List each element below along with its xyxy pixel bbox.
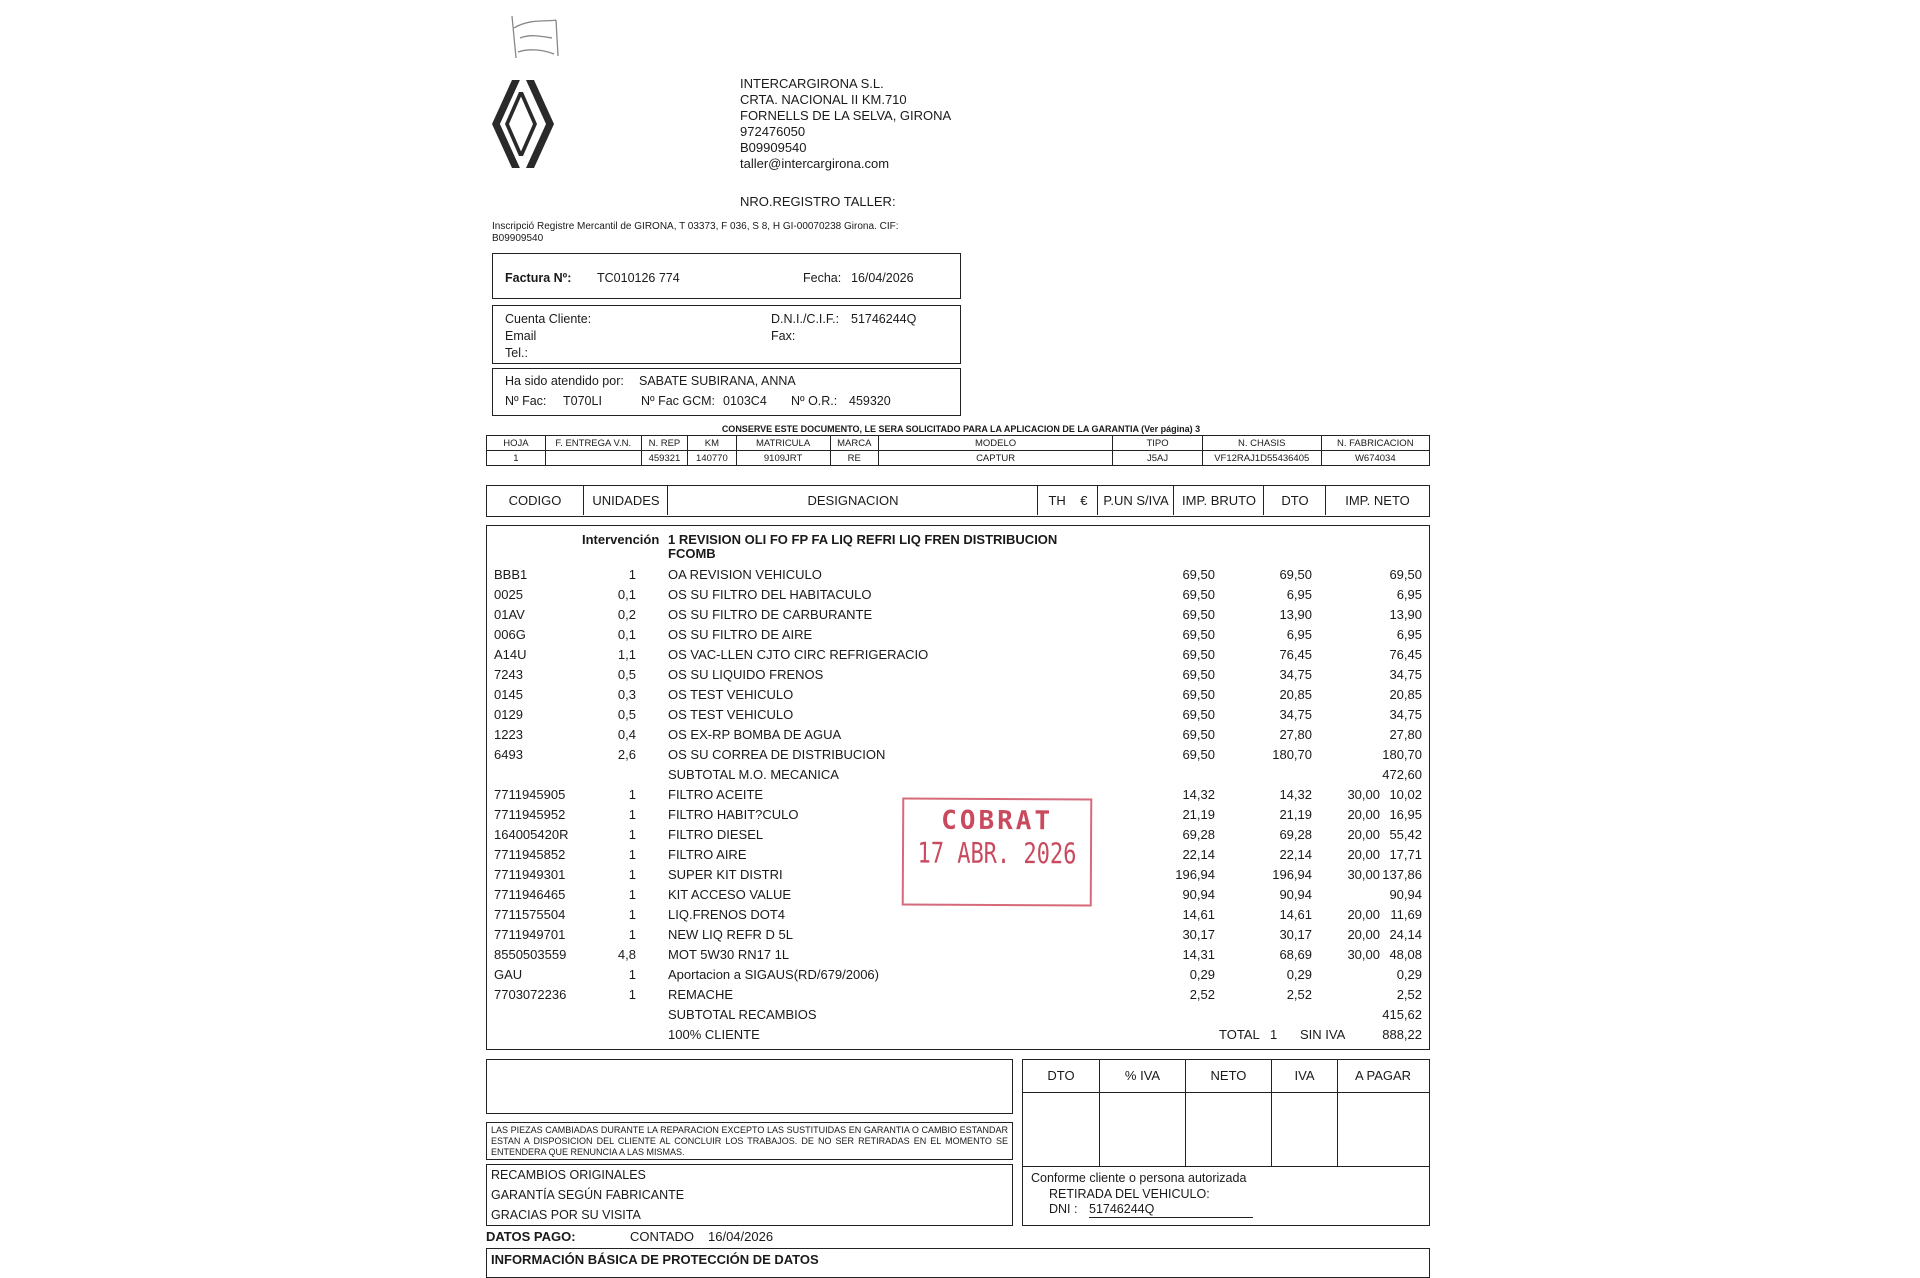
vehicle-header-cell: N. FABRICACION bbox=[1321, 436, 1429, 451]
line-unit-price: 69,50 bbox=[1182, 707, 1215, 722]
line-gross: 6,95 bbox=[1286, 627, 1312, 642]
line-units: 0,1 bbox=[617, 587, 636, 602]
line-gross: 180,70 bbox=[1272, 747, 1312, 762]
line-unit-price: 22,14 bbox=[1182, 847, 1215, 862]
line-unit-price: 69,50 bbox=[1182, 587, 1215, 602]
line-gross: 69,50 bbox=[1279, 567, 1312, 582]
line-gross: 21,19 bbox=[1279, 807, 1312, 822]
line-description: FILTRO HABIT?CULO bbox=[668, 807, 799, 822]
line-discount: 20,00 bbox=[1347, 827, 1380, 842]
vehicle-header-cell: KM bbox=[688, 436, 736, 451]
col-pun: P.UN S/IVA bbox=[1097, 486, 1174, 515]
line-description: OS EX-RP BOMBA DE AGUA bbox=[668, 727, 842, 742]
line-gross: 90,94 bbox=[1279, 887, 1312, 902]
summary-col bbox=[1337, 1060, 1428, 1166]
vehicle-value-cell: RE bbox=[830, 451, 878, 466]
line-gross: 13,90 bbox=[1279, 607, 1312, 622]
line-units: 1 bbox=[628, 967, 636, 982]
privacy-heading: INFORMACIÓN BÁSICA DE PROTECCIÓN DE DATOS bbox=[491, 1252, 819, 1267]
summary-header: DTO bbox=[1047, 1068, 1075, 1083]
line-gross: 6,95 bbox=[1286, 587, 1312, 602]
line-code: 7711945952 bbox=[494, 807, 566, 822]
payment-method: CONTADO bbox=[630, 1229, 695, 1244]
footer-left-line: GARANTÍA SEGÚN FABRICANTE bbox=[491, 1188, 685, 1202]
line-description: OA REVISION VEHICULO bbox=[668, 567, 822, 582]
vehicle-table bbox=[486, 435, 1430, 466]
line-units: 4,8 bbox=[617, 947, 636, 962]
line-code: A14U bbox=[494, 647, 527, 662]
line-description: REMACHE bbox=[668, 987, 734, 1002]
client-email-label: Email bbox=[505, 329, 537, 343]
summary-col bbox=[1271, 1060, 1337, 1166]
client-account-label: Cuenta Cliente: bbox=[505, 312, 592, 326]
line-unit-price: 21,19 bbox=[1182, 807, 1215, 822]
line-code: BBB1 bbox=[494, 567, 528, 582]
cliente-line: 100% CLIENTE bbox=[668, 1027, 760, 1042]
line-gross: 76,45 bbox=[1279, 647, 1312, 662]
line-net: 6,95 bbox=[1396, 627, 1422, 642]
line-unit-price: 196,94 bbox=[1175, 867, 1215, 882]
client-dni: 51746244Q bbox=[851, 312, 917, 326]
company-name: INTERCARGIRONA S.L. bbox=[740, 76, 884, 91]
col-bruto: IMP. BRUTO bbox=[1173, 486, 1264, 515]
summary-col bbox=[1185, 1060, 1271, 1166]
payment-date: 16/04/2026 bbox=[708, 1229, 774, 1244]
line-code: GAU bbox=[494, 967, 523, 982]
line-net: 13,90 bbox=[1389, 607, 1422, 622]
registry-label: NRO.REGISTRO TALLER: bbox=[740, 194, 896, 209]
line-net: 16,95 bbox=[1389, 807, 1422, 822]
line-net: 17,71 bbox=[1389, 847, 1422, 862]
inscription-text: Inscripció Registre Mercantil de GIRONA, T 03373, F 036, S 8, H GI-00070238 Girona. CIF: B09909540 bbox=[492, 221, 899, 244]
line-code: 7703072236 bbox=[494, 987, 567, 1002]
vehicle-value-row bbox=[487, 451, 1430, 466]
line-gross: 27,80 bbox=[1279, 727, 1312, 742]
line-gross: 69,28 bbox=[1279, 827, 1312, 842]
subtotal-mo-value: 472,60 bbox=[1382, 767, 1422, 782]
line-item-row bbox=[486, 745, 1430, 765]
col-dto: DTO bbox=[1263, 486, 1326, 515]
line-code: 0129 bbox=[494, 707, 523, 722]
line-description: NEW LIQ REFR D 5L bbox=[668, 927, 793, 942]
line-code: 1223 bbox=[494, 727, 523, 742]
line-description: FILTRO AIRE bbox=[668, 847, 747, 862]
line-description: FILTRO ACEITE bbox=[668, 787, 764, 802]
col-neto: IMP. NETO bbox=[1325, 486, 1429, 515]
vehicle-value-cell: VF12RAJ1D55436405 bbox=[1202, 451, 1321, 466]
line-net: 11,69 bbox=[1390, 907, 1422, 922]
line-item-row bbox=[486, 905, 1430, 925]
line-gross: 0,29 bbox=[1286, 967, 1312, 982]
line-units: 1 bbox=[628, 567, 636, 582]
line-unit-price: 2,52 bbox=[1189, 987, 1215, 1002]
subtotal-rec-row bbox=[486, 1005, 1430, 1025]
or-value: 459320 bbox=[849, 394, 891, 408]
line-item-row bbox=[486, 645, 1430, 665]
line-unit-price: 69,50 bbox=[1182, 627, 1215, 642]
or-label: Nº O.R.: bbox=[791, 394, 838, 408]
line-gross: 34,75 bbox=[1279, 707, 1312, 722]
footer-left-line: GRACIAS POR SU VISITA bbox=[491, 1208, 641, 1222]
columns-header bbox=[486, 485, 1430, 517]
line-units: 1,1 bbox=[617, 647, 636, 662]
line-gross: 20,85 bbox=[1279, 687, 1312, 702]
line-units: 0,5 bbox=[617, 707, 636, 722]
line-units: 0,1 bbox=[617, 627, 636, 642]
subtotal-rec-value: 415,62 bbox=[1382, 1007, 1422, 1022]
total-row bbox=[486, 1025, 1430, 1045]
line-gross: 30,17 bbox=[1279, 927, 1312, 942]
summary-header: NETO bbox=[1210, 1068, 1247, 1083]
line-units: 1 bbox=[628, 807, 636, 822]
line-code: 7711949301 bbox=[494, 867, 566, 882]
line-discount: 30,00 bbox=[1347, 787, 1380, 802]
line-item-row bbox=[486, 725, 1430, 745]
line-units: 1 bbox=[628, 827, 636, 842]
invoice-number-box bbox=[492, 253, 961, 299]
line-unit-price: 69,50 bbox=[1182, 747, 1215, 762]
line-description: OS TEST VEHICULO bbox=[668, 687, 794, 702]
line-units: 0,4 bbox=[617, 727, 636, 742]
vehicle-header-cell: N. REP bbox=[641, 436, 687, 451]
client-box bbox=[492, 305, 961, 364]
line-code: 0025 bbox=[494, 587, 523, 602]
gcm-label: Nº Fac GCM: bbox=[641, 394, 716, 408]
line-unit-price: 90,94 bbox=[1182, 887, 1215, 902]
line-description: SUPER KIT DISTRI bbox=[668, 867, 783, 882]
line-net: 34,75 bbox=[1389, 707, 1422, 722]
line-description: FILTRO DIESEL bbox=[668, 827, 764, 842]
vehicle-value-cell: CAPTUR bbox=[879, 451, 1113, 466]
line-description: OS VAC-LLEN CJTO CIRC REFRIGERACIO bbox=[668, 647, 929, 662]
line-units: 1 bbox=[628, 787, 636, 802]
line-gross: 68,69 bbox=[1279, 947, 1312, 962]
line-net: 90,94 bbox=[1389, 887, 1422, 902]
col-euro: € bbox=[1080, 493, 1088, 508]
line-description: OS SU FILTRO DE AIRE bbox=[668, 627, 813, 642]
line-code: 164005420R bbox=[494, 827, 569, 842]
total-value: 888,22 bbox=[1382, 1027, 1422, 1042]
conforme-box bbox=[1022, 1166, 1430, 1226]
invoice-date: 16/04/2026 bbox=[851, 271, 914, 285]
attended-name: SABATE SUBIRANA, ANNA bbox=[639, 374, 796, 388]
line-discount: 20,00 bbox=[1347, 927, 1380, 942]
line-item-row bbox=[486, 705, 1430, 725]
col-unidades: UNIDADES bbox=[583, 486, 668, 515]
line-code: 006G bbox=[494, 627, 526, 642]
line-net: 2,52 bbox=[1396, 987, 1422, 1002]
line-gross: 34,75 bbox=[1279, 667, 1312, 682]
line-description: OS TEST VEHICULO bbox=[668, 707, 794, 722]
vehicle-header-cell: MATRICULA bbox=[736, 436, 830, 451]
line-item-row bbox=[486, 965, 1430, 985]
line-net: 0,29 bbox=[1396, 967, 1422, 982]
line-net: 137,86 bbox=[1382, 867, 1422, 882]
line-gross: 14,32 bbox=[1279, 787, 1312, 802]
summary-box bbox=[1022, 1059, 1430, 1167]
summary-header: % IVA bbox=[1124, 1068, 1161, 1083]
line-units: 1 bbox=[628, 887, 636, 902]
company-email: taller@intercargirona.com bbox=[740, 156, 890, 171]
line-units: 1 bbox=[628, 847, 636, 862]
notes-box bbox=[486, 1059, 1013, 1114]
line-description: OS SU FILTRO DEL HABITACULO bbox=[668, 587, 872, 602]
col-codigo: CODIGO bbox=[508, 493, 562, 508]
intervention-label: Intervención bbox=[582, 532, 660, 547]
line-item-row bbox=[486, 665, 1430, 685]
line-description: OS SU FILTRO DE CARBURANTE bbox=[668, 607, 873, 622]
line-unit-price: 69,50 bbox=[1182, 727, 1215, 742]
attended-label: Ha sido atendido por: bbox=[505, 374, 624, 388]
client-tel-label: Tel.: bbox=[505, 346, 528, 360]
footer-left-line: RECAMBIOS ORIGINALES bbox=[491, 1168, 646, 1182]
attended-box bbox=[492, 368, 961, 416]
line-unit-price: 14,31 bbox=[1182, 947, 1215, 962]
line-gross: 14,61 bbox=[1279, 907, 1312, 922]
line-description: LIQ.FRENOS DOT4 bbox=[668, 907, 786, 922]
line-net: 76,45 bbox=[1389, 647, 1422, 662]
vehicle-value-cell: 459321 bbox=[641, 451, 687, 466]
line-units: 1 bbox=[628, 907, 636, 922]
conforme-dni-label: DNI : bbox=[1049, 1202, 1078, 1216]
vehicle-value-cell: 140770 bbox=[688, 451, 736, 466]
vehicle-header-cell: TIPO bbox=[1113, 436, 1203, 451]
col-designacion: DESIGNACION bbox=[667, 486, 1038, 515]
vehicle-value-cell: J5AJ bbox=[1113, 451, 1203, 466]
conforme-line1: Conforme cliente o persona autorizada bbox=[1031, 1171, 1247, 1185]
company-cif: B09909540 bbox=[740, 140, 807, 155]
line-gross: 22,14 bbox=[1279, 847, 1312, 862]
legal-note-box bbox=[486, 1122, 1013, 1160]
line-discount: 30,00 bbox=[1347, 947, 1380, 962]
total-label: TOTAL bbox=[1219, 1027, 1260, 1042]
total-num: 1 bbox=[1270, 1027, 1278, 1042]
privacy-box bbox=[486, 1248, 1430, 1278]
line-code: 7711945905 bbox=[494, 787, 566, 802]
summary-col bbox=[1099, 1060, 1185, 1166]
line-units: 0,3 bbox=[617, 687, 636, 702]
line-units: 1 bbox=[628, 867, 636, 882]
company-address2: FORNELLS DE LA SELVA, GIRONA bbox=[740, 108, 952, 123]
line-description: Aportacion a SIGAUS(RD/679/2006) bbox=[668, 967, 879, 982]
line-gross: 196,94 bbox=[1272, 867, 1312, 882]
nfac-value: T070LI bbox=[563, 394, 602, 408]
payment-label: DATOS PAGO: bbox=[486, 1229, 576, 1244]
company-address1: CRTA. NACIONAL II KM.710 bbox=[740, 92, 907, 107]
intervention-text: 1 REVISION OLI FO FP FA LIQ REFRI LIQ FREN DISTRIBUCION FCOMB bbox=[668, 532, 1058, 561]
line-code: 8550503559 bbox=[494, 947, 567, 962]
line-unit-price: 0,29 bbox=[1189, 967, 1215, 982]
line-units: 1 bbox=[628, 927, 636, 942]
line-discount: 20,00 bbox=[1347, 807, 1380, 822]
vehicle-value-cell: W674034 bbox=[1321, 451, 1429, 466]
line-item-row bbox=[486, 585, 1430, 605]
conforme-line2: RETIRADA DEL VEHICULO: bbox=[1049, 1187, 1210, 1201]
line-unit-price: 69,50 bbox=[1182, 647, 1215, 662]
vehicle-value-cell: 9109JRT bbox=[736, 451, 830, 466]
nfac-label: Nº Fac: bbox=[505, 394, 547, 408]
line-description: OS SU LIQUIDO FRENOS bbox=[668, 667, 824, 682]
vehicle-header-cell: MODELO bbox=[879, 436, 1113, 451]
vehicle-header-cell: HOJA bbox=[487, 436, 546, 451]
line-net: 69,50 bbox=[1389, 567, 1422, 582]
line-net: 55,42 bbox=[1389, 827, 1422, 842]
line-units: 0,5 bbox=[617, 667, 636, 682]
line-net: 20,85 bbox=[1389, 687, 1422, 702]
renault-logo-icon bbox=[490, 78, 556, 170]
subtotal-mo-row bbox=[486, 765, 1430, 785]
line-net: 48,08 bbox=[1389, 947, 1422, 962]
summary-header: A PAGAR bbox=[1354, 1068, 1412, 1083]
client-fax-label: Fax: bbox=[771, 329, 796, 343]
line-code: 7711575504 bbox=[494, 907, 566, 922]
line-units: 0,2 bbox=[617, 607, 636, 622]
line-code: 7243 bbox=[494, 667, 523, 682]
vehicle-header-row bbox=[487, 436, 1430, 451]
col-th-euro bbox=[1037, 486, 1098, 515]
line-unit-price: 69,50 bbox=[1182, 687, 1215, 702]
line-unit-price: 14,32 bbox=[1182, 787, 1215, 802]
line-unit-price: 30,17 bbox=[1182, 927, 1215, 942]
line-description: OS SU CORREA DE DISTRIBUCION bbox=[668, 747, 886, 762]
summary-header: IVA bbox=[1294, 1068, 1315, 1083]
vehicle-value-cell bbox=[545, 451, 641, 466]
company-block bbox=[740, 76, 951, 172]
vehicle-value-cell: 1 bbox=[487, 451, 546, 466]
invoice-number: TC010126 774 bbox=[597, 271, 680, 285]
line-item-row bbox=[486, 925, 1430, 945]
line-unit-price: 14,61 bbox=[1182, 907, 1215, 922]
company-phone: 972476050 bbox=[740, 124, 806, 139]
line-gross: 2,52 bbox=[1286, 987, 1312, 1002]
paid-stamp bbox=[902, 798, 1093, 907]
vehicle-header-cell: MARCA bbox=[830, 436, 878, 451]
gcm-value: 0103C4 bbox=[723, 394, 767, 408]
line-unit-price: 69,50 bbox=[1182, 567, 1215, 582]
line-discount: 20,00 bbox=[1347, 907, 1380, 922]
line-code: 7711946465 bbox=[494, 887, 566, 902]
subtotal-rec-label: SUBTOTAL RECAMBIOS bbox=[668, 1007, 817, 1022]
line-code: 01AV bbox=[494, 607, 525, 622]
scribble-mark bbox=[500, 8, 570, 66]
subtotal-mo-label: SUBTOTAL M.O. MECANICA bbox=[668, 767, 839, 782]
line-net: 34,75 bbox=[1389, 667, 1422, 682]
line-code: 7711945852 bbox=[494, 847, 566, 862]
line-net: 24,14 bbox=[1389, 927, 1422, 942]
invoice-number-label: Factura Nº: bbox=[505, 271, 572, 285]
vehicle-header-cell: N. CHASIS bbox=[1202, 436, 1321, 451]
line-net: 180,70 bbox=[1382, 747, 1422, 762]
line-item-row bbox=[486, 565, 1430, 585]
line-unit-price: 69,50 bbox=[1182, 607, 1215, 622]
line-discount: 20,00 bbox=[1347, 847, 1380, 862]
stamp-line1: COBRAT bbox=[941, 805, 1054, 837]
line-net: 6,95 bbox=[1396, 587, 1422, 602]
total-siniva-label: SIN IVA bbox=[1300, 1027, 1346, 1042]
invoice-date-label: Fecha: bbox=[803, 271, 842, 285]
line-units: 1 bbox=[628, 987, 636, 1002]
line-description: MOT 5W30 RN17 1L bbox=[668, 947, 790, 962]
vehicle-header-cell: F. ENTREGA V.N. bbox=[545, 436, 641, 451]
line-code: 0145 bbox=[494, 687, 523, 702]
line-net: 27,80 bbox=[1389, 727, 1422, 742]
client-dni-label: D.N.I./C.I.F.: bbox=[771, 312, 840, 326]
line-discount: 30,00 bbox=[1347, 867, 1380, 882]
line-description: KIT ACCESO VALUE bbox=[668, 887, 792, 902]
col-th: TH bbox=[1048, 493, 1066, 508]
footer-left-box bbox=[486, 1164, 1013, 1226]
line-unit-price: 69,28 bbox=[1182, 827, 1215, 842]
line-item-row bbox=[486, 605, 1430, 625]
line-item-row bbox=[486, 945, 1430, 965]
line-net: 10,02 bbox=[1389, 787, 1422, 802]
legal-note: LAS PIEZAS CAMBIADAS DURANTE LA REPARACION EXCEPTO LAS SUSTITUIDAS EN GARANTIA O CAMBIO ESTANDAR ESTAN A DISPOSICION DEL CLIENTE AL CONCLUIR LOS TRABAJOS. DE NO SER RETIRADAS EN EL MOMENTO SE ENTENDERA QUE RENUNCIA A LAS MISMAS. bbox=[491, 1125, 1008, 1157]
stamp-line2: 17 ABR. 2026 bbox=[917, 837, 1077, 872]
line-units: 2,6 bbox=[617, 747, 636, 762]
line-unit-price: 69,50 bbox=[1182, 667, 1215, 682]
line-code: 6493 bbox=[494, 747, 523, 762]
line-item-row bbox=[486, 985, 1430, 1005]
line-item-row bbox=[486, 685, 1430, 705]
line-code: 7711949701 bbox=[494, 927, 566, 942]
warranty-note: CONSERVE ESTE DOCUMENTO, LE SERA SOLICITADO PARA LA APLICACION DE LA GARANTIA (Ver página) 3 bbox=[721, 424, 1201, 434]
line-item-row bbox=[486, 625, 1430, 645]
conforme-dni: 51746244Q bbox=[1089, 1202, 1253, 1218]
